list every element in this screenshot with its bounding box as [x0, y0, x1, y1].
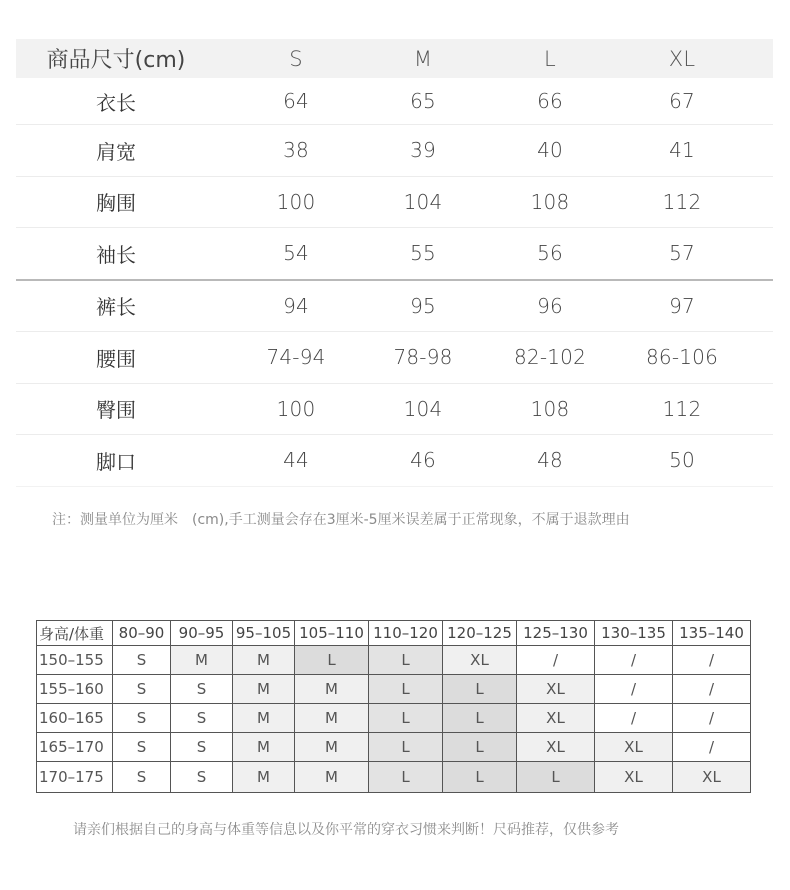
hw-size-cell: XL — [517, 704, 595, 733]
size-value: 66 — [537, 89, 563, 113]
hw-size-cell: M — [233, 675, 295, 704]
hw-size-cell: S — [171, 762, 233, 793]
hw-weight-header: 80–90 — [113, 621, 171, 646]
size-value: 94 — [283, 293, 309, 318]
hw-size-cell: S — [171, 704, 233, 733]
hw-row-160 — [37, 704, 751, 733]
hw-size-cell: XL — [517, 675, 595, 704]
size-value: 74-94 — [266, 345, 326, 370]
size-value: 65 — [410, 89, 436, 113]
hw-size-cell: M — [295, 762, 369, 793]
hw-height-label: 155–160 — [37, 675, 113, 704]
size-chart — [16, 39, 773, 487]
size-row-label: 腰围 — [96, 346, 136, 371]
hw-height-label: 150–155 — [37, 646, 113, 675]
recommendation-note: 请亲们根据自己的身高与体重等信息以及你平常的穿衣习惯来判断！尺码推荐，仅供参考 — [73, 822, 619, 838]
hw-size-cell: XL — [517, 733, 595, 762]
hw-size-cell: / — [673, 704, 751, 733]
hw-size-cell: XL — [595, 762, 673, 793]
hw-row-165 — [37, 733, 751, 762]
hw-weight-header: 130–135 — [595, 621, 673, 646]
size-value: 100 — [276, 189, 316, 214]
size-value: 54 — [283, 241, 309, 266]
hw-size-cell: / — [595, 646, 673, 675]
size-value: 108 — [530, 396, 570, 421]
hw-size-cell: M — [295, 704, 369, 733]
hw-size-cell: M — [233, 646, 295, 675]
hw-size-cell: / — [595, 704, 673, 733]
hw-row-170 — [37, 762, 751, 793]
size-value: 108 — [530, 189, 570, 214]
size-value: 86-106 — [645, 345, 719, 370]
hw-size-cell: M — [233, 733, 295, 762]
height-weight-table — [36, 620, 751, 793]
size-value: 44 — [283, 448, 309, 473]
hw-weight-header: 125–130 — [517, 621, 595, 646]
size-value: 100 — [276, 396, 316, 421]
hw-height-label: 165–170 — [37, 733, 113, 762]
hw-size-cell: M — [171, 646, 233, 675]
hw-size-cell: L — [443, 704, 517, 733]
hw-size-cell: L — [443, 675, 517, 704]
measurement-note: 注：测量单位为厘米 (cm),手工测量会存在3厘米-5厘米误差属于正常现象，不属于退款理由 — [52, 512, 630, 528]
hw-size-cell: M — [233, 762, 295, 793]
size-header-l: L — [544, 46, 556, 71]
size-row-length — [16, 78, 773, 125]
hw-size-cell: L — [443, 733, 517, 762]
size-row-waist — [16, 332, 773, 384]
hw-height-label: 170–175 — [37, 762, 113, 793]
size-row-leg-opening — [16, 435, 773, 487]
hw-size-cell: M — [295, 675, 369, 704]
hw-size-cell: L — [369, 733, 443, 762]
hw-size-cell: S — [113, 646, 171, 675]
size-row-hip — [16, 384, 773, 436]
size-value: 95 — [410, 293, 436, 318]
size-row-sleeve — [16, 228, 773, 281]
size-row-shoulder — [16, 125, 773, 177]
size-value: 48 — [537, 448, 563, 473]
hw-weight-header: 90–95 — [171, 621, 233, 646]
hw-size-cell: L — [369, 675, 443, 704]
size-value: 38 — [283, 138, 309, 163]
hw-size-cell: S — [113, 762, 171, 793]
size-row-label: 脚口 — [96, 449, 136, 474]
hw-size-cell: S — [113, 733, 171, 762]
hw-size-cell: XL — [595, 733, 673, 762]
size-chart-title: 商品尺寸(cm) — [46, 48, 186, 73]
hw-size-cell: L — [295, 646, 369, 675]
hw-height-label: 160–165 — [37, 704, 113, 733]
hw-size-cell: L — [443, 762, 517, 793]
hw-size-cell: S — [171, 733, 233, 762]
hw-row-150 — [37, 646, 751, 675]
hw-size-cell: / — [517, 646, 595, 675]
size-row-label: 胸围 — [96, 191, 136, 216]
size-header-s: S — [289, 46, 303, 71]
size-row-chest — [16, 177, 773, 229]
size-value: 57 — [669, 241, 695, 266]
hw-header-row — [37, 621, 751, 646]
size-value: 41 — [669, 138, 695, 163]
size-value: 96 — [537, 293, 563, 318]
size-row-label: 肩宽 — [96, 139, 136, 164]
size-value: 82-102 — [513, 345, 587, 370]
hw-size-cell: L — [369, 704, 443, 733]
size-row-label: 臀围 — [96, 398, 136, 423]
size-value: 56 — [537, 241, 563, 266]
size-value: 67 — [669, 89, 695, 113]
hw-size-cell: XL — [673, 762, 751, 793]
size-value: 50 — [669, 448, 695, 473]
size-row-label: 裤长 — [96, 295, 136, 320]
size-value: 55 — [410, 241, 436, 266]
hw-size-cell: S — [113, 675, 171, 704]
hw-weight-header: 135–140 — [673, 621, 751, 646]
size-value: 112 — [662, 189, 702, 214]
size-value: 46 — [410, 448, 436, 473]
size-value: 40 — [537, 138, 563, 163]
hw-weight-header: 95–105 — [233, 621, 295, 646]
size-value: 64 — [283, 89, 309, 113]
hw-size-cell: / — [673, 646, 751, 675]
hw-size-cell: M — [233, 704, 295, 733]
size-value: 78-98 — [393, 345, 453, 370]
hw-header-corner: 身高/体重 — [37, 621, 113, 646]
size-row-label: 衣长 — [96, 90, 136, 115]
hw-size-cell: L — [369, 646, 443, 675]
size-value: 104 — [403, 396, 443, 421]
size-row-label: 袖长 — [96, 242, 136, 267]
size-value: 112 — [662, 396, 702, 421]
hw-weight-header: 105–110 — [295, 621, 369, 646]
hw-size-cell: / — [673, 733, 751, 762]
size-value: 97 — [669, 293, 695, 318]
hw-size-cell: XL — [443, 646, 517, 675]
hw-size-cell: L — [517, 762, 595, 793]
size-row-pants-length — [16, 281, 773, 333]
hw-size-cell: / — [673, 675, 751, 704]
size-header-xl: XL — [668, 46, 696, 71]
hw-size-cell: M — [295, 733, 369, 762]
size-value: 104 — [403, 189, 443, 214]
hw-weight-header: 120–125 — [443, 621, 517, 646]
size-chart-header — [16, 39, 773, 78]
size-value: 39 — [410, 138, 436, 163]
hw-weight-header: 110–120 — [369, 621, 443, 646]
hw-size-cell: L — [369, 762, 443, 793]
size-header-m: M — [413, 46, 433, 71]
hw-size-cell: S — [113, 704, 171, 733]
hw-size-cell: / — [595, 675, 673, 704]
hw-size-cell: S — [171, 675, 233, 704]
hw-row-155 — [37, 675, 751, 704]
